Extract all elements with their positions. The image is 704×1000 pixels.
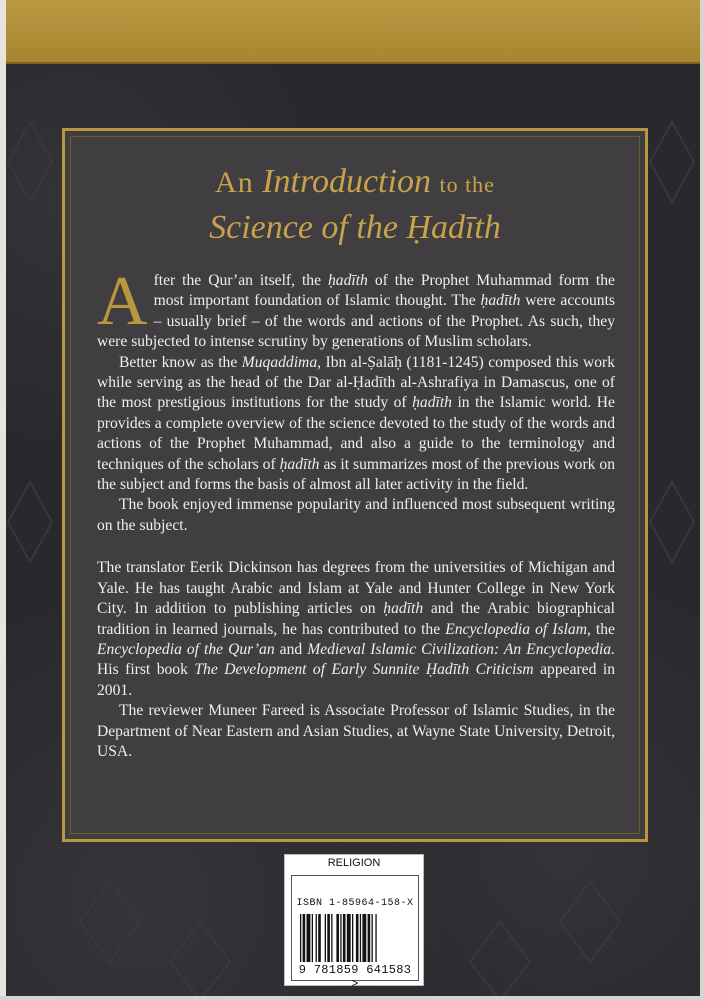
p4-text-e: His first book [97, 661, 195, 679]
text-panel [62, 128, 648, 842]
paragraph-1 [97, 263, 615, 353]
left-edge [0, 0, 6, 1000]
barcode-bar [347, 914, 351, 962]
p2-text-c: in the Islamic world. He provides a complete overview of the science devoted to the study of the words and actions of the Prophet Muhammad, and also a guide to the terminology and techniques of the scholars of [97, 394, 615, 473]
title-to-the: to the [439, 172, 495, 197]
p1-text-c: were accounts – usually brief – of the words and actions of the Prophet. As such, they were subjected to intense scrutiny by generations of Muslim scholars. [97, 292, 615, 351]
barcode-bar [312, 914, 313, 962]
p4-first-book: The Development of Early Sunnite Ḥadīth Criticism [194, 661, 534, 679]
paragraph-reviewer: The reviewer Muneer Fareed is Associate Professor of Islamic Studies, in the Department of Near Eastern and Asian Studies, at Wayne State University, Detroit, USA. [97, 702, 615, 760]
right-edge [700, 0, 704, 1000]
barcode-frame [291, 875, 419, 991]
barcode-bar [300, 914, 301, 962]
barcode-bar [316, 914, 317, 962]
barcode-bar [318, 914, 321, 962]
p1-hadith-1: ḥadīth [328, 272, 368, 289]
barcode-bar [325, 914, 326, 962]
p4-text-c: , the [586, 620, 615, 638]
p2-text-a: Better know as the [119, 353, 242, 371]
barcode-bar [375, 914, 376, 962]
barcode-bar [362, 914, 366, 962]
barcode-digits: 9 781859 641583 > [298, 963, 412, 991]
drop-cap: A [97, 263, 148, 340]
p2-muqaddima: Muqaddima [241, 353, 318, 371]
barcode-bar [343, 914, 346, 962]
barcode-bar [372, 914, 373, 962]
title-an: An [215, 166, 254, 199]
p4-text-a: The translator Eerik Dickinson has degrees from the universities of Michigan and Yale. He has taught Arabic and Islam at Yale and Hunter College in New York City. In addition to publishing articles on [97, 559, 615, 618]
p4-medieval-encyclopedia: Medieval Islamic Civilization: An Encyclopedia. [307, 640, 616, 658]
p1-text-a: fter the Qur’an itself, the [153, 272, 328, 289]
blurb-text [97, 263, 616, 762]
paragraph-2 [97, 353, 615, 496]
barcode-bar [303, 914, 306, 962]
barcode-bar [327, 914, 330, 962]
barcode-bar [340, 914, 341, 962]
barcode-bars [300, 914, 412, 962]
p4-text-f: appeared in 2001. [97, 661, 615, 699]
paragraph-gap [97, 536, 615, 558]
p1-text-b: of the Prophet Muhammad form the most important foundation of Islamic thought. The [153, 272, 615, 310]
barcode-bar [331, 914, 332, 962]
category-label: RELIGION [327, 857, 381, 869]
p4-text-b: and the Arabic biographical tradition in learned journals, he has contributed to the [97, 600, 615, 638]
p2-text-d: as it summarizes most of the previous work on the subject and forms the basis of almost all later activity in the field. [97, 455, 615, 494]
barcode-bar [360, 914, 361, 962]
barcode-label [284, 854, 424, 991]
paragraph-translator [97, 558, 615, 701]
p4-encyclopedia-quran: Encyclopedia of the Qur’an [97, 640, 275, 658]
book-title-line1 [65, 163, 645, 201]
p4-text-d: and [274, 640, 308, 658]
gold-top-band [0, 0, 704, 64]
book-title-line2: Science of the Ḥadīth [209, 209, 501, 246]
barcode-bar [307, 914, 311, 962]
p2-text-b: , Ibn al-Ṣalāḥ (1181-1245) composed this work while serving as the head of the Dar al-Ḥadīth al-Ashrafiya in Damascus, one of the most prestigious institutions for the study of [97, 353, 615, 412]
barcode-bar [352, 914, 353, 962]
barcode-bar [368, 914, 371, 962]
barcode-bar [356, 914, 359, 962]
p1-hadith-2: ḥadīth [480, 292, 521, 310]
p2-hadith-2: ḥadīth [279, 455, 320, 473]
p2-hadith: ḥadīth [412, 394, 452, 412]
bottom-edge [0, 996, 704, 1000]
p4-hadith: ḥadīth [383, 600, 424, 618]
barcode-bar [336, 914, 339, 962]
title-introduction: Introduction [262, 163, 431, 200]
paragraph-3: The book enjoyed immense popularity and influenced most subsequent writing on the subject. [97, 496, 615, 534]
p4-encyclopedia-islam: Encyclopedia of Islam [445, 620, 587, 638]
isbn-text: ISBN 1-85964-158-X [296, 898, 414, 909]
